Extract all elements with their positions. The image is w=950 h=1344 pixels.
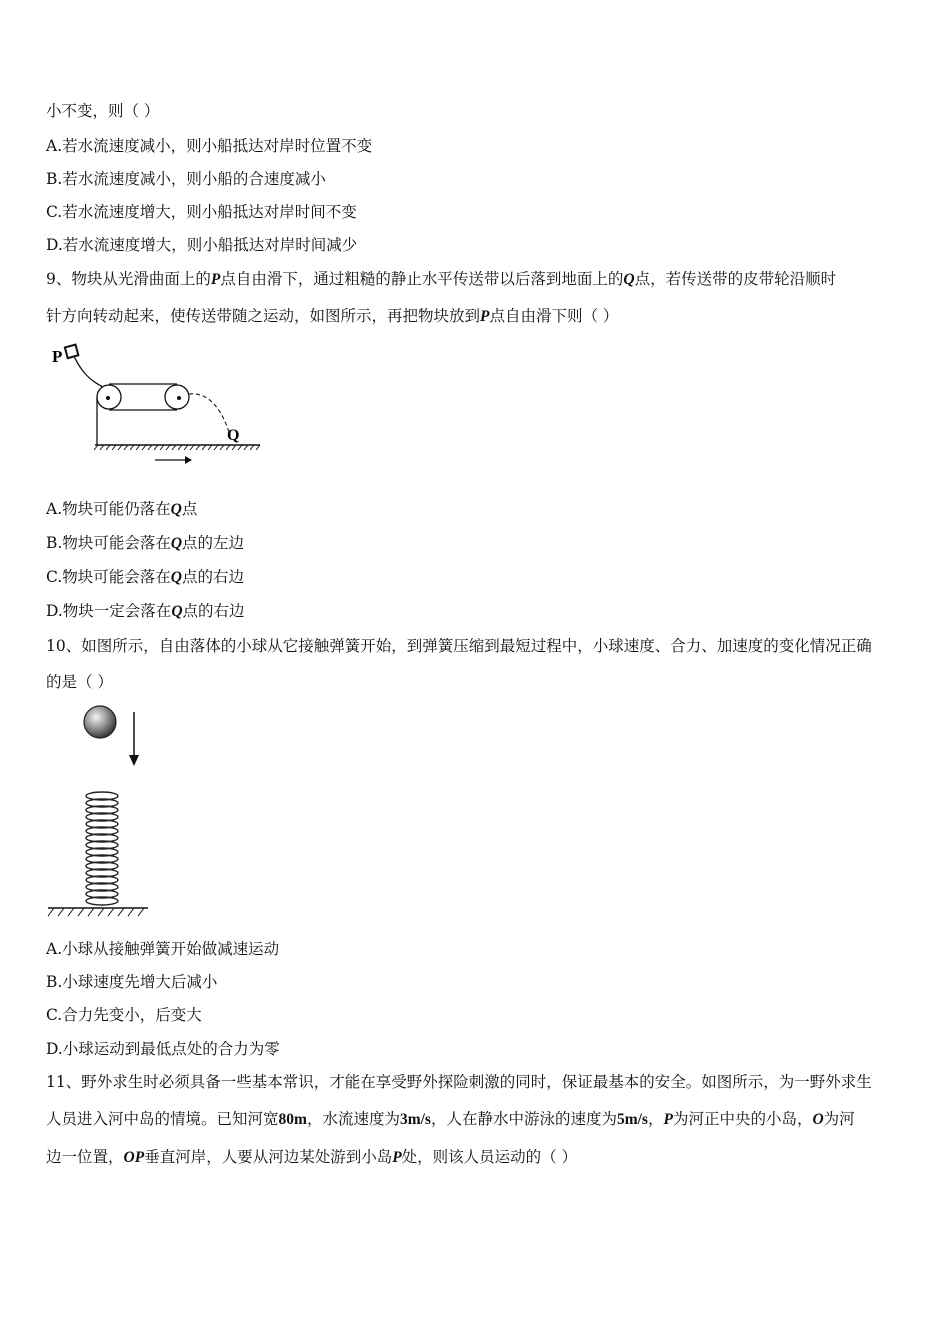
variable-p: P <box>210 271 221 288</box>
river-width-value: 80m <box>278 1111 307 1128</box>
q9-option-b: B.物块可能会落在Q点的左边 <box>46 534 245 552</box>
q10-option-a: A.小球从接触弹簧开始做减速运动 <box>46 940 280 958</box>
q8-option-c: C.若水流速度增大，则小船抵达对岸时间不变 <box>46 203 357 221</box>
q8-stem-tail: 小不变，则（ ） <box>46 102 160 120</box>
spring-icon <box>86 792 118 905</box>
spring-ball-figure <box>44 700 164 925</box>
q10-stem-line1: 10、如图所示，自由落体的小球从它接触弹簧开始，到弹簧压缩到最短过程中，小球速度、合力、加速度的变化情况正确 <box>46 637 872 655</box>
ground-hatch <box>48 908 144 916</box>
q10-option-b: B.小球速度先增大后减小 <box>46 973 218 991</box>
q9-stem-line2: 针方向转动起来，使传送带随之运动，如图所示，再把物块放到P点自由滑下则（ ） <box>46 307 619 325</box>
variable-o: O <box>812 1111 824 1128</box>
q9-option-c: C.物块可能会落在Q点的右边 <box>46 568 244 586</box>
variable-op: OP <box>123 1149 145 1166</box>
q9-stem-line1: 9、物块从光滑曲面上的P点自由滑下，通过粗糙的静止水平传送带以后落到地面上的Q点，若传送带的皮带轮沿顺时 <box>46 270 837 288</box>
q10-option-d: D.小球运动到最低点处的合力为零 <box>46 1040 280 1058</box>
variable-p: P <box>480 308 490 325</box>
flow-speed-value: 3m/s <box>399 1111 431 1128</box>
q11-stem-line2: 人员进入河中岛的情境。已知河宽80m，水流速度为3m/s，人在静水中游泳的速度为5m/s，P为河正中央的小岛，O为河 <box>46 1110 855 1128</box>
swim-speed-value: 5m/s <box>616 1111 648 1128</box>
variable-p: P <box>392 1149 402 1166</box>
ball-icon <box>84 706 116 738</box>
q8-option-b: B.若水流速度减小，则小船的合速度减小 <box>46 170 326 188</box>
q10-option-c: C.合力先变小，后变大 <box>46 1006 202 1024</box>
q11-stem-line1: 11、野外求生时必须具备一些基本常识，才能在享受野外探险刺激的同时，保证最基本的安全。如图所示，为一野外求生 <box>46 1073 872 1091</box>
q9-option-d: D.物块一定会落在Q点的右边 <box>46 602 245 620</box>
variable-q: Q <box>623 271 635 288</box>
q11-stem-line3: 边一位置，OP垂直河岸，人要从河边某处游到小岛P处，则该人员运动的（ ） <box>46 1148 578 1166</box>
q8-option-d: D.若水流速度增大，则小船抵达对岸时间减少 <box>46 236 358 254</box>
label-q: Q <box>227 427 240 444</box>
q8-option-a: A.若水流速度减小，则小船抵达对岸时位置不变 <box>46 137 373 155</box>
slope-curve <box>72 352 105 388</box>
label-p: P <box>52 347 63 366</box>
trajectory-dashed <box>189 394 230 435</box>
right-pulley <box>165 385 189 409</box>
conveyor-belt-figure <box>50 340 270 470</box>
variable-p: P <box>663 1111 673 1128</box>
q9-option-a: A.物块可能仍落在Q点 <box>46 500 198 518</box>
block-icon <box>65 345 78 358</box>
q10-stem-line2: 的是（ ） <box>46 673 113 691</box>
